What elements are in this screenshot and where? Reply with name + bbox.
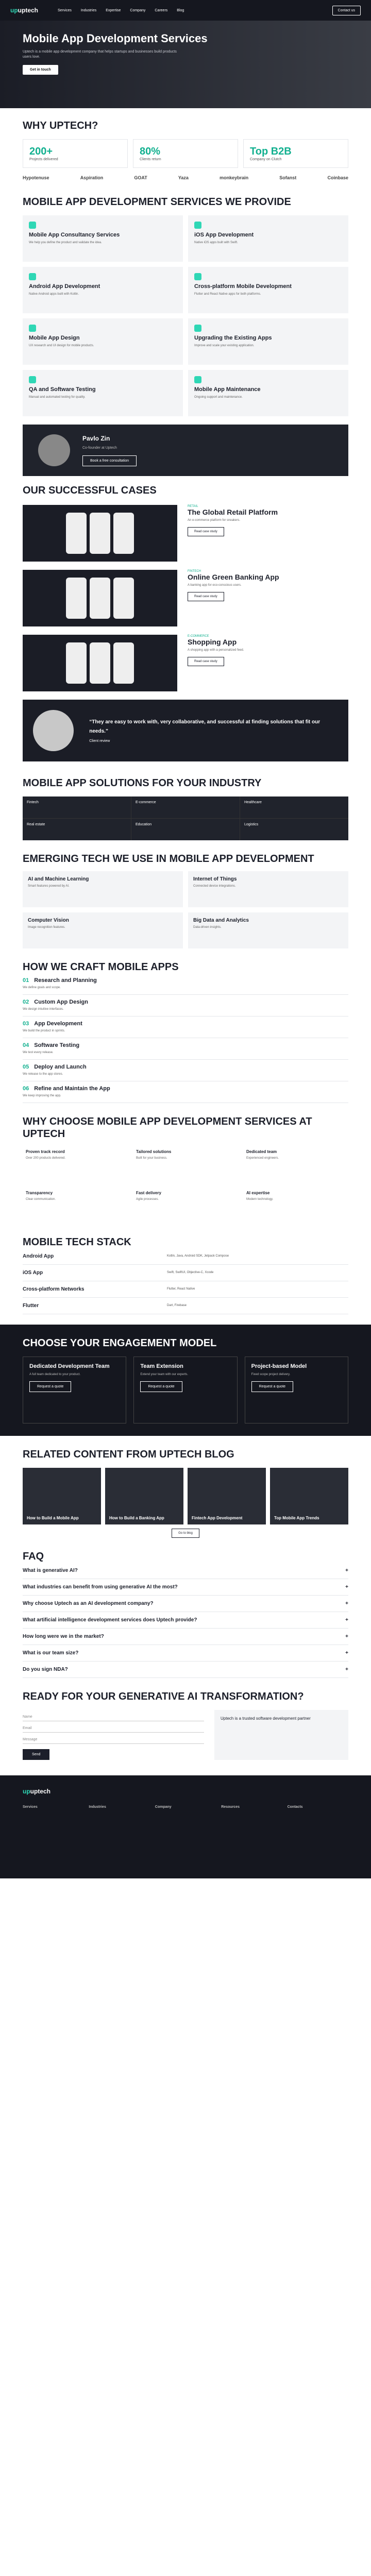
stack-row (23, 1298, 348, 1314)
case-button[interactable]: Read case study (188, 527, 224, 536)
process-step (23, 1060, 348, 1081)
stack-items: Flutter, React Native (167, 1287, 195, 1291)
service-icon (194, 376, 201, 383)
blog-card[interactable]: How to Build a Mobile App (23, 1468, 101, 1524)
stack-row (23, 1248, 348, 1265)
tech-title: Big Data and Analytics (193, 918, 249, 923)
plus-icon: + (345, 1634, 348, 1639)
services-section (0, 196, 371, 416)
tech-text: Connected device integrations. (193, 885, 236, 888)
faq-item[interactable] (23, 1645, 348, 1662)
stack-section (0, 1236, 371, 1314)
case-text (188, 570, 279, 626)
service-icon (194, 325, 201, 332)
plus-icon: + (345, 1667, 348, 1672)
stat: Top B2B Company on Clutch (243, 139, 348, 168)
footer-col (23, 1805, 83, 1809)
process-step (23, 1016, 348, 1038)
stack-items: Dart, Firebase (167, 1304, 187, 1307)
faq-question: What is our team size? (23, 1650, 79, 1656)
faq-item[interactable] (23, 1612, 348, 1629)
reason-text: Clear communication. (26, 1198, 56, 1201)
footer-heading: Company (155, 1805, 172, 1809)
industry-item[interactable]: Real estate (23, 819, 131, 840)
plus-icon: + (345, 1617, 348, 1623)
faq-title: FAQ (23, 1551, 44, 1562)
reason-title: AI expertise (246, 1191, 270, 1195)
step-label: App Development (34, 1021, 82, 1027)
plus-icon: + (345, 1568, 348, 1573)
phone-mockup (90, 578, 110, 619)
case-tag: E-COMMERCE (188, 635, 209, 638)
client-logos: Hypotenuse Aspiration GOAT Yaza monkeybrain Sofanst Coinbase (23, 175, 348, 180)
step-title (23, 1021, 348, 1027)
service-title: Cross-platform Mobile Development (194, 283, 292, 290)
faq-item[interactable] (23, 1629, 348, 1645)
footer-heading: Industries (89, 1805, 106, 1809)
faq-item[interactable] (23, 1662, 348, 1678)
step-title (23, 1064, 348, 1070)
service-card[interactable] (23, 370, 183, 416)
case-tag: FINTECH (188, 570, 201, 573)
tech-card (188, 912, 348, 948)
ready-section (0, 1690, 371, 1760)
tech-text: Data-driven insights. (193, 926, 222, 929)
service-card[interactable] (23, 318, 183, 365)
step-number: 04 (23, 1042, 29, 1048)
industry-item[interactable]: Fintech (23, 796, 131, 818)
footer-col (221, 1805, 282, 1809)
reason-card (23, 1188, 128, 1224)
blog-card[interactable]: Fintech App Development (188, 1468, 266, 1524)
service-icon (29, 376, 36, 383)
nav-item[interactable]: Blog (177, 8, 184, 12)
tech-title: Internet of Things (193, 876, 237, 882)
case-image (23, 570, 177, 626)
consultation-button[interactable]: Book a free consultation (82, 455, 137, 466)
blog-card[interactable]: How to Build a Banking App (105, 1468, 183, 1524)
quote-button[interactable]: Request a quote (29, 1381, 71, 1392)
nav-item[interactable]: Expertise (106, 8, 121, 12)
footer-col (155, 1805, 216, 1809)
step-label: Software Testing (34, 1042, 80, 1048)
industry-item[interactable]: Education (131, 819, 240, 840)
nav-item[interactable]: Services (58, 8, 72, 12)
contact-form (23, 1710, 204, 1760)
step-label: Deploy and Launch (34, 1064, 87, 1070)
stack-label: Cross-platform Networks (23, 1286, 85, 1292)
stack-row (23, 1265, 348, 1281)
step-number: 03 (23, 1021, 29, 1027)
service-icon (29, 325, 36, 332)
reason-title: Dedicated team (246, 1149, 277, 1154)
reason-title: Fast delivery (136, 1191, 161, 1195)
why-section (0, 120, 371, 180)
trust-card: Uptech is a trusted software development partner (214, 1710, 348, 1760)
step-label: Refine and Maintain the App (34, 1086, 110, 1092)
phone-mockup (66, 642, 87, 684)
service-title: Upgrading the Existing Apps (194, 335, 272, 341)
service-icon (194, 222, 201, 229)
footer-heading: Contacts (287, 1805, 303, 1809)
step-title (23, 1042, 348, 1048)
reason-card (243, 1188, 348, 1224)
reason-card (133, 1188, 238, 1224)
faq-question: What industries can benefit from using generative AI the most? (23, 1584, 178, 1590)
process-step (23, 1081, 348, 1103)
reasons-section (0, 1115, 371, 1224)
reason-text: Over 200 products delivered. (26, 1157, 66, 1160)
case-title: Shopping App (188, 638, 237, 646)
phone-mockup (90, 642, 110, 684)
tech-title: Computer Vision (28, 918, 69, 923)
service-title: Mobile App Consultancy Services (29, 232, 120, 238)
phone-mockup (113, 513, 134, 554)
case-image (23, 505, 177, 562)
case-image (23, 635, 177, 691)
service-text: Improve and scale your existing application. (194, 344, 255, 347)
case-button[interactable]: Read case study (188, 657, 224, 666)
step-text: We keep improving the app. (23, 1094, 61, 1097)
send-button[interactable]: Send (23, 1749, 49, 1760)
service-card[interactable] (188, 318, 348, 365)
reason-title: Proven track record (26, 1149, 65, 1154)
service-title: iOS App Development (194, 232, 254, 238)
tech-title: AI and Machine Learning (28, 876, 89, 882)
stack-label: Android App (23, 1253, 54, 1259)
stack-label: iOS App (23, 1270, 43, 1276)
service-icon (29, 273, 36, 280)
email-field[interactable]: Email (23, 1721, 204, 1733)
engage-title: Team Extension (140, 1363, 183, 1369)
step-text: We test every release. (23, 1051, 54, 1054)
services-title: MOBILE APP DEVELOPMENT SERVICES WE PROVIDE (23, 196, 291, 208)
faq-item[interactable] (23, 1579, 348, 1596)
engage-text: A full team dedicated to your product. (29, 1373, 81, 1376)
tech-title: EMERGING TECH WE USE IN MOBILE APP DEVELOPMENT (23, 853, 314, 865)
engage-card (133, 1357, 237, 1423)
step-title (23, 977, 348, 984)
process-title: HOW WE CRAFT MOBILE APPS (23, 961, 179, 973)
why-title: WHY UPTECH? (23, 120, 98, 131)
phone-mockup (66, 513, 87, 554)
case-item (23, 505, 348, 562)
logo[interactable]: upuptech (10, 7, 39, 14)
message-field[interactable]: Message (23, 1733, 204, 1744)
service-text: Ongoing support and maintenance. (194, 396, 243, 399)
stack-items: Swift, SwiftUI, Objective-C, Xcode (167, 1271, 214, 1274)
case-tag: RETAIL (188, 505, 198, 508)
reason-card (133, 1146, 238, 1182)
step-number: 05 (23, 1064, 29, 1070)
stat: 200+ Projects delivered (23, 139, 128, 168)
plus-icon: + (345, 1650, 348, 1656)
tech-text: Smart features powered by AI. (28, 885, 70, 888)
reason-text: Experienced engineers. (246, 1157, 279, 1160)
engage-title: Project-based Model (251, 1363, 307, 1369)
hero-button[interactable]: Get in touch (23, 65, 58, 75)
process-step (23, 973, 348, 995)
footer-heading: Services (23, 1805, 38, 1809)
step-title (23, 1086, 348, 1092)
case-button[interactable]: Read case study (188, 592, 224, 601)
plus-icon: + (345, 1601, 348, 1606)
step-label: Custom App Design (34, 999, 88, 1005)
step-number: 02 (23, 999, 29, 1005)
service-text: UX research and UI design for mobile products. (29, 344, 94, 347)
service-title: Mobile App Design (29, 335, 80, 341)
faq-question: What artificial intelligence development services does Uptech provide? (23, 1617, 197, 1623)
quote-button[interactable]: Request a quote (251, 1381, 293, 1392)
service-text: Manual and automated testing for quality. (29, 396, 86, 399)
service-text: Native iOS apps built with Swift. (194, 241, 238, 244)
step-text: We define goals and scope. (23, 986, 61, 989)
step-text: We release to the app stores. (23, 1073, 63, 1076)
industry-item[interactable]: Healthcare (240, 796, 348, 818)
case-desc: A shopping app with a personalized feed. (188, 649, 244, 652)
service-card[interactable] (188, 267, 348, 313)
phone-mockup (90, 513, 110, 554)
reason-card (23, 1146, 128, 1182)
engage-title: CHOOSE YOUR ENGAGEMENT MODEL (23, 1337, 217, 1349)
step-number: 01 (23, 977, 29, 984)
nav-item[interactable]: Company (130, 8, 146, 12)
service-card[interactable] (23, 267, 183, 313)
hero (0, 21, 371, 108)
blog-title: RELATED CONTENT FROM UPTECH BLOG (23, 1449, 234, 1460)
faq-item[interactable] (23, 1563, 348, 1579)
service-icon (29, 222, 36, 229)
industry-item[interactable]: Logistics (240, 819, 348, 840)
step-text: We build the product in sprints. (23, 1029, 65, 1032)
reason-text: Modern technology. (246, 1198, 274, 1201)
contact-name: Pavlo Zin (82, 434, 110, 442)
faq-question: Why choose Uptech as an AI development company? (23, 1601, 154, 1606)
phone-mockup (66, 578, 87, 619)
footer-col (89, 1805, 149, 1809)
hero-title: Mobile App Development Services (23, 32, 208, 45)
name-field[interactable]: Name (23, 1710, 204, 1721)
reason-text: Agile processes. (136, 1198, 159, 1201)
client-photo (33, 710, 74, 751)
step-number: 06 (23, 1086, 29, 1092)
tech-section (0, 853, 371, 948)
nav-item[interactable]: Industries (80, 8, 97, 12)
process-step (23, 1038, 348, 1060)
case-title: Online Green Banking App (188, 573, 279, 581)
phone-mockup (113, 578, 134, 619)
stack-title: MOBILE TECH STACK (23, 1236, 131, 1248)
service-title: QA and Software Testing (29, 386, 96, 393)
stack-label: Flutter (23, 1303, 39, 1309)
engage-section (0, 1325, 371, 1436)
industry-item[interactable]: E-commerce (131, 796, 240, 818)
reasons-title: WHY CHOOSE MOBILE APP DEVELOPMENT SERVICES AT UPTECH (23, 1116, 312, 1140)
faq-question: What is generative AI? (23, 1568, 78, 1573)
engage-text: Extend your team with our experts. (140, 1373, 189, 1376)
footer-logo[interactable]: upuptech (23, 1788, 51, 1795)
reason-text: Built for your business. (136, 1157, 167, 1160)
blog-card[interactable]: Top Mobile App Trends (270, 1468, 348, 1524)
reason-title: Tailored solutions (136, 1149, 172, 1154)
testimonial: They are easy to work with, very collaborative, and successful at finding solutions that fit our needs. Client review (23, 700, 348, 761)
step-title (23, 999, 348, 1005)
tech-text: Image recognition features. (28, 926, 65, 929)
cases-title: OUR SUCCESSFUL CASES (23, 485, 157, 496)
engage-text: Fixed scope project delivery. (251, 1373, 291, 1376)
reason-card (243, 1146, 348, 1182)
faq-question: Do you sign NDA? (23, 1667, 68, 1672)
footer-col (288, 1805, 348, 1809)
footer-heading: Resources (221, 1805, 240, 1809)
stat: 80% Clients return (133, 139, 238, 168)
hero-subtitle: Uptech is a mobile app development company that helps startups and businesses build products users love. (23, 50, 177, 59)
service-title: Mobile App Maintenance (194, 386, 261, 393)
stack-row (23, 1281, 348, 1298)
faq-question: How long were we in the market? (23, 1634, 104, 1639)
service-text: Native Android apps built with Kotlin. (29, 293, 79, 296)
industry-title: MOBILE APP SOLUTIONS FOR YOUR INDUSTRY (23, 777, 262, 789)
service-card[interactable] (188, 370, 348, 416)
top-nav (0, 0, 371, 21)
contact-button[interactable]: Contact us (332, 6, 361, 15)
engage-card (245, 1357, 348, 1423)
phone-mockup (113, 642, 134, 684)
service-text: We help you define the product and validate the idea. (29, 241, 102, 244)
case-text (188, 505, 278, 562)
blog-section (0, 1448, 371, 1538)
quote-text: They are easy to work with, very collaborative, and successful at finding solutions that fit our needs. (89, 719, 321, 734)
step-text: We design intuitive interfaces. (23, 1008, 64, 1011)
service-card[interactable] (188, 215, 348, 262)
case-desc: A banking app for eco-conscious users. (188, 584, 242, 587)
plus-icon: + (345, 1584, 348, 1590)
case-item (23, 635, 348, 691)
cases-section (0, 484, 371, 691)
quote-button[interactable]: Request a quote (140, 1381, 182, 1392)
engage-card (23, 1357, 126, 1423)
service-icon (194, 273, 201, 280)
blog-button[interactable]: Go to blog (172, 1529, 199, 1538)
case-text (188, 635, 244, 691)
service-card[interactable] (23, 215, 183, 262)
step-label: Research and Planning (34, 977, 97, 984)
case-item (23, 570, 348, 626)
nav-item[interactable]: Careers (155, 8, 168, 12)
contact-card (23, 425, 348, 476)
ready-title: READY FOR YOUR GENERATIVE AI TRANSFORMATION? (23, 1691, 304, 1702)
stack-items: Kotlin, Java, Android SDK, Jetpack Compose (167, 1255, 229, 1258)
tech-card (23, 871, 183, 907)
service-title: Android App Development (29, 283, 100, 290)
engage-title: Dedicated Development Team (29, 1363, 110, 1369)
faq-item[interactable] (23, 1596, 348, 1612)
service-text: Flutter and React Native apps for both platforms. (194, 293, 261, 296)
faq-section (0, 1550, 371, 1678)
footer (0, 1775, 371, 1878)
industry-section (0, 777, 371, 840)
tech-card (188, 871, 348, 907)
tech-card (23, 912, 183, 948)
process-section (0, 961, 371, 1103)
avatar (38, 434, 70, 466)
case-title: The Global Retail Platform (188, 508, 278, 516)
contact-role: Co-founder at Uptech (82, 446, 117, 450)
reason-title: Transparency (26, 1191, 53, 1195)
process-step (23, 995, 348, 1016)
case-desc: An e-commerce platform for sneakers. (188, 519, 241, 522)
